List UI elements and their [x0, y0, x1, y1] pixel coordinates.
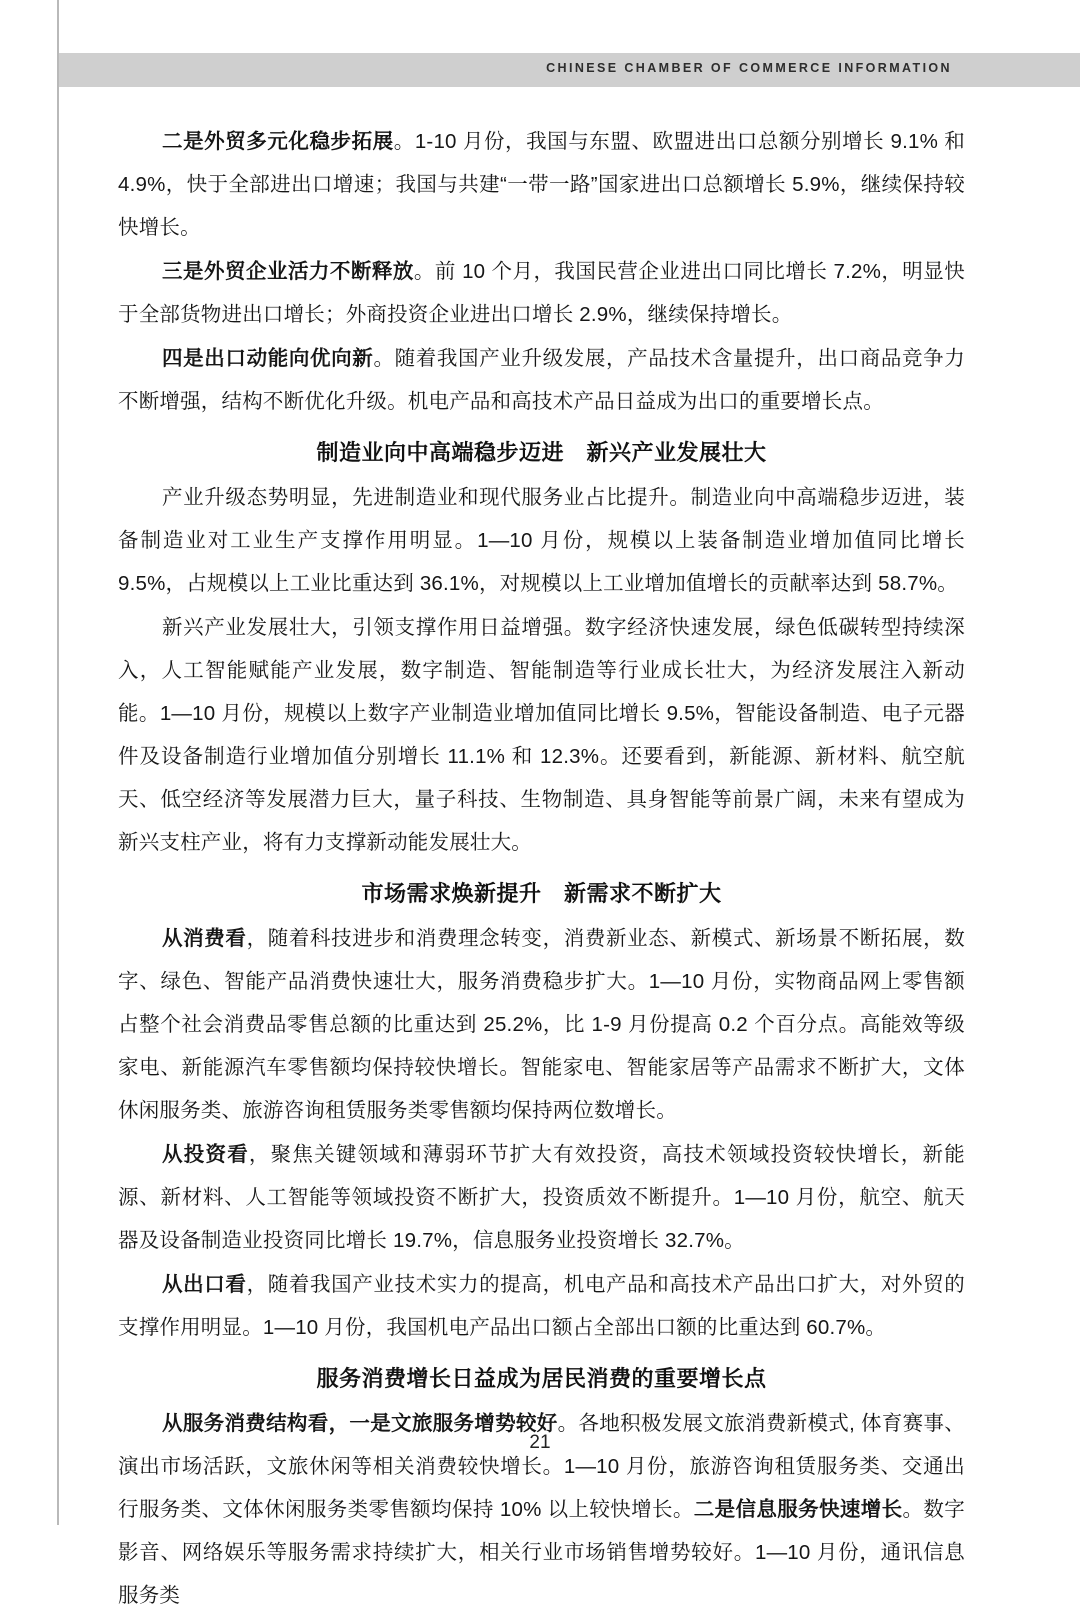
paragraph-9-lead-2: 二是信息服务快速增长 [693, 1498, 903, 1521]
paragraph-3-lead: 四是出口动能向优向新 [162, 347, 374, 370]
section-heading-1: 制造业向中高端稳步迈进 新兴产业发展壮大 [316, 440, 767, 465]
paragraph-8-text: ，随着我国产业技术实力的提高，机电产品和高技术产品出口扩大，对外贸的支撑作用明显。1—10 月份，我国机电产品出口额占全部出口额的比重达到 60.7%。 [118, 1273, 965, 1339]
paragraph-8 [118, 1263, 965, 1349]
paragraph-2 [118, 250, 965, 336]
paragraph-7-text: ，聚焦关键领域和薄弱环节扩大有效投资，高技术领域投资较快增长，新能源、新材料、人工智能等领域投资不断扩大，投资质效不断提升。1—10 月份，航空、航天器及设备制造业投资同比增长 19.7%，信息服务业投资增长 32.7%。 [118, 1143, 965, 1252]
paragraph-9-lead-1: 从服务消费结构看，一是文旅服务增势较好 [162, 1412, 558, 1435]
paragraph-3-text: 。随着我国产业升级发展，产品技术含量提升，出口商品竞争力不断增强，结构不断优化升级。机电产品和高技术产品日益成为出口的重要增长点。 [118, 347, 965, 413]
paragraph-1-text: 。1-10 月份，我国与东盟、欧盟进出口总额分别增长 9.1% 和 4.9%，快于全部进出口增速；我国与共建“一带一路”国家进出口总额增长 5.9%，继续保持较快增长。 [118, 130, 965, 239]
paragraph-7 [118, 1133, 965, 1262]
paragraph-8-lead: 从出口看 [162, 1273, 247, 1296]
paragraph-3 [118, 337, 965, 423]
paragraph-5: 新兴产业发展壮大，引领支撑作用日益增强。数字经济快速发展，绿色低碳转型持续深入，人工智能赋能产业发展，数字制造、智能制造等行业成长壮大，为经济发展注入新动能。1—10 月份，规模以上数字产业制造业增加值同比增长 9.5%，智能设备制造、电子元器件及设备制造行业增加值分别增长 11.1% 和 12.3%。还要看到，新能源、新材料、航空航天、低空经济等发展潜力巨大，量子科技、生物制造、具身智能等前景广阔，未来有望成为新兴支柱产业，将有力支撑新动能发展壮大。 [118, 616, 965, 854]
document-body [118, 120, 965, 1618]
paragraph-7-lead: 从投资看 [162, 1143, 249, 1166]
left-margin-rule [57, 0, 59, 1525]
section-heading-2: 市场需求焕新提升 新需求不断扩大 [361, 881, 722, 906]
paragraph-4: 产业升级态势明显，先进制造业和现代服务业占比提升。制造业向中高端稳步迈进，装备制造业对工业生产支撑作用明显。1—10 月份，规模以上装备制造业增加值同比增长 9.5%，占规模以上工业比重达到 36.1%，对规模以上工业增加值增长的贡献率达到 58.7%。 [118, 486, 965, 595]
page-number: 21 [529, 1432, 551, 1453]
paragraph-2-text: 。前 10 个月，我国民营企业进出口同比增长 7.2%，明显快于全部货物进出口增长；外商投资企业进出口增长 2.9%，继续保持增长。 [118, 260, 965, 326]
paragraph-9-text-1: 。各地积极发展文旅消费新模式, 体育赛事、演出市场活跃，文旅休闲等相关消费较快增长。1—10 月份，旅游咨询租赁服务类、交通出行服务类、文体休闲服务类零售额均保持 10% 以上较快增长。 [118, 1412, 965, 1521]
paragraph-2-lead: 三是外贸企业活力不断释放 [162, 260, 414, 283]
paragraph-6-lead: 从消费看 [162, 927, 247, 950]
paragraph-9-text-2: 。数字影音、网络娱乐等服务需求持续扩大，相关行业市场销售增势较好。1—10 月份，通讯信息服务类 [118, 1498, 966, 1607]
paragraph-1-lead: 二是外贸多元化稳步拓展 [162, 130, 394, 153]
running-head: CHINESE CHAMBER OF COMMERCE INFORMATION [546, 61, 952, 75]
section-heading-3: 服务消费增长日益成为居民消费的重要增长点 [316, 1366, 767, 1391]
paragraph-6 [118, 917, 965, 1132]
paragraph-1 [118, 120, 965, 249]
paragraph-6-text: ，随着科技进步和消费理念转变，消费新业态、新模式、新场景不断拓展，数字、绿色、智能产品消费快速壮大，服务消费稳步扩大。1—10 月份，实物商品网上零售额占整个社会消费品零售总额的比重达到 25.2%，比 1-9 月份提高 0.2 个百分点。高能效等级家电、新能源汽车零售额均保持较快增长。智能家电、智能家居等产品需求不断扩大，文体休闲服务类、旅游咨询租赁服务类零售额均保持两位数增长。 [118, 927, 965, 1122]
